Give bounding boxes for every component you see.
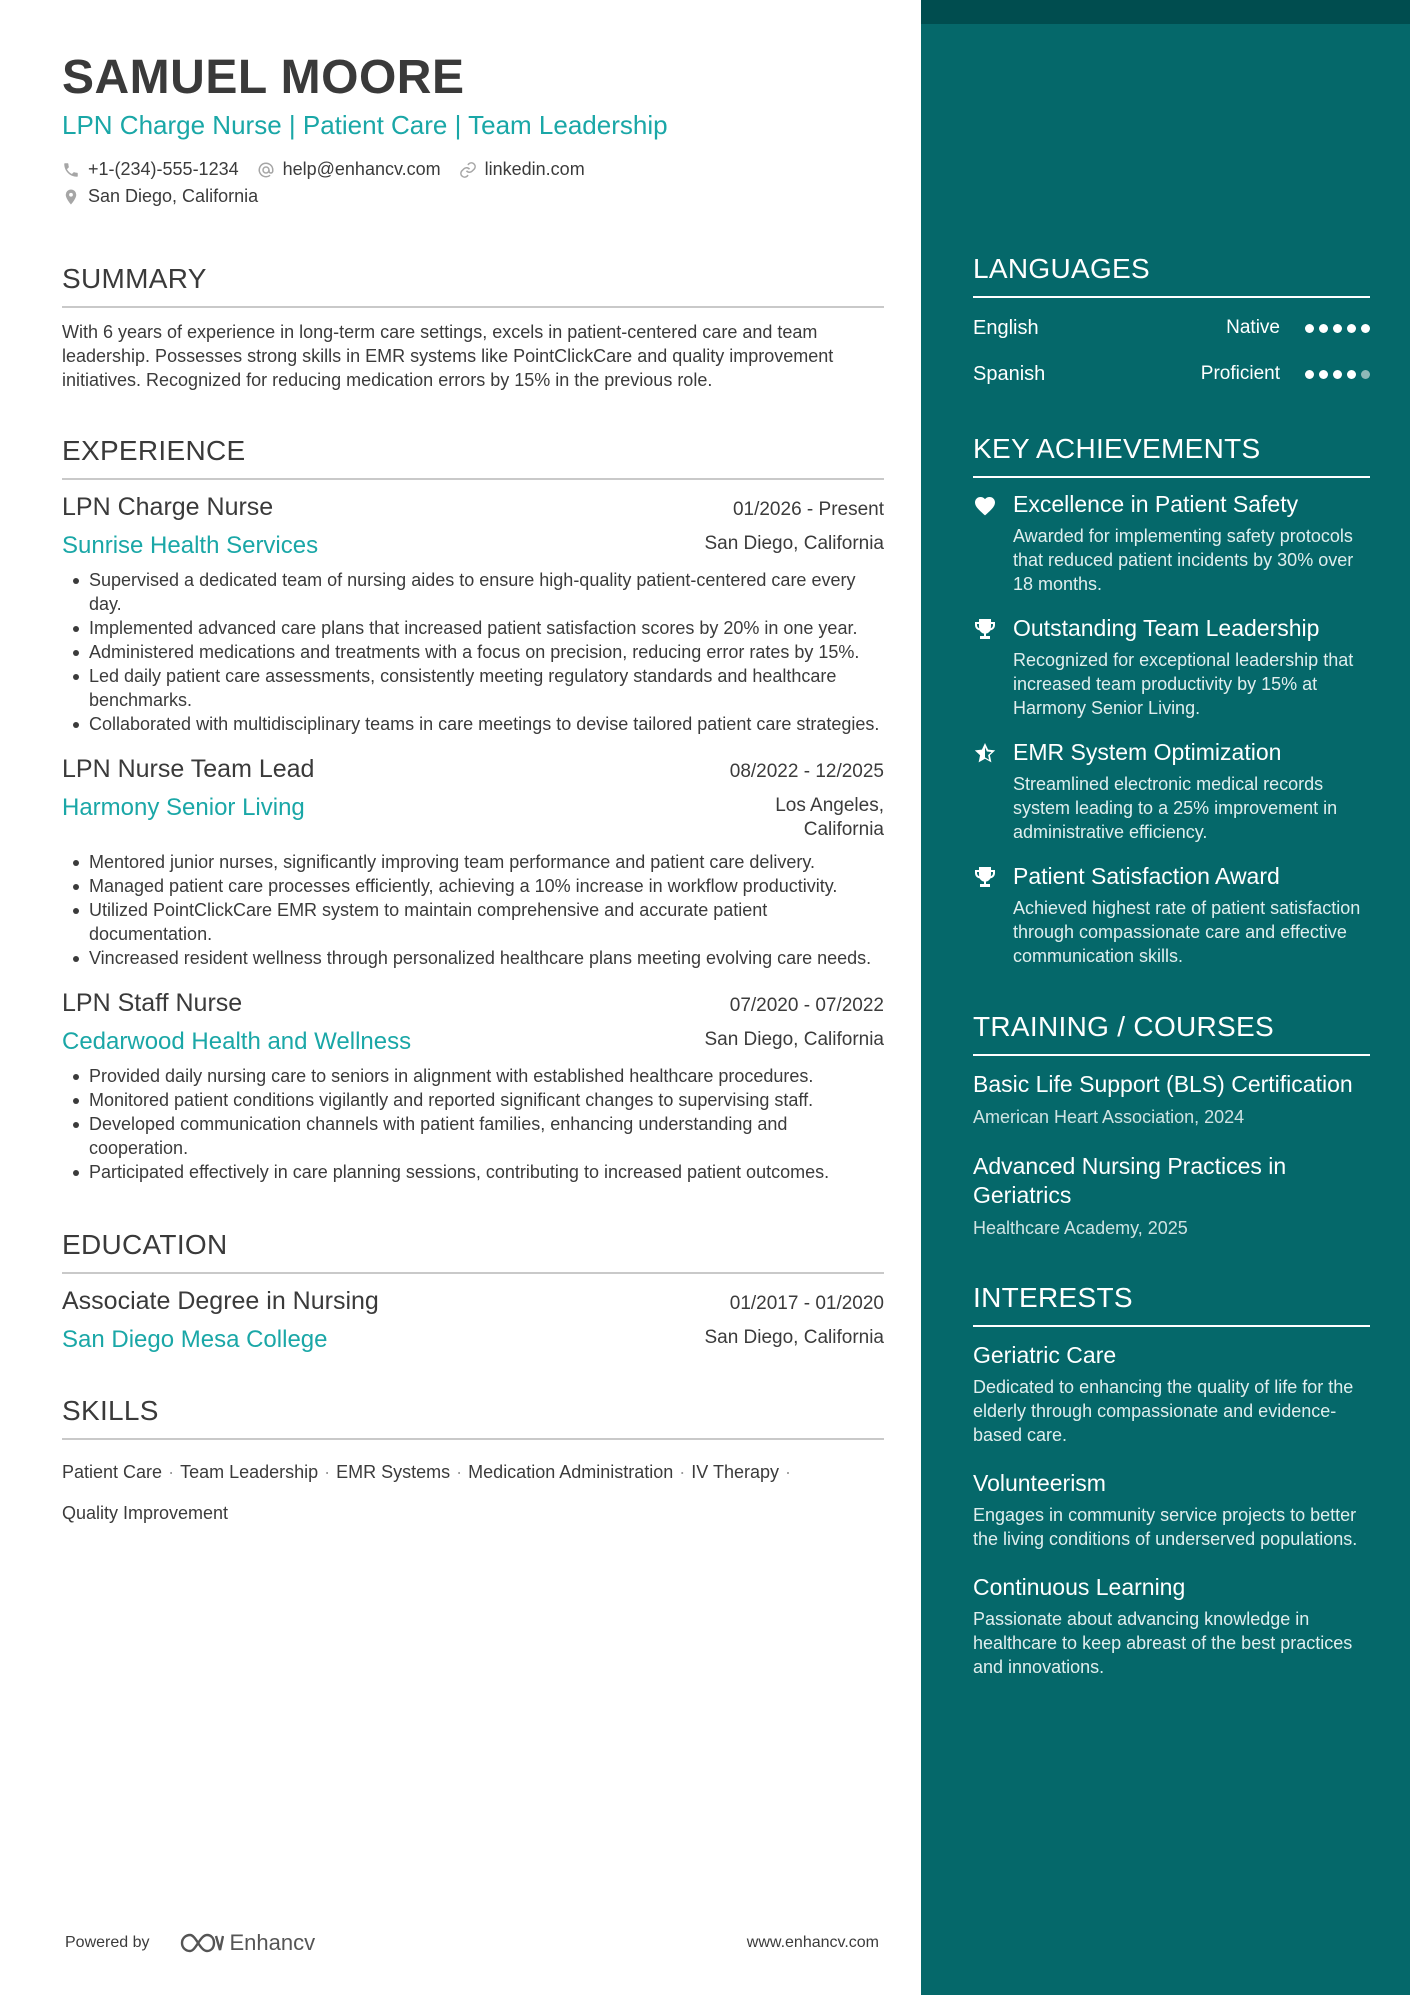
location-pin-icon <box>62 188 80 206</box>
enhancv-logo[interactable] <box>178 1930 316 1956</box>
link-icon <box>459 161 477 179</box>
email-text: help@enhancv.com <box>282 159 441 179</box>
powered-by-label: Powered by <box>65 1934 150 1951</box>
bullet-item: Administered medications and treatments with a focus on precision, reducing error rates by 15%. <box>62 640 884 664</box>
skills-section <box>62 1394 884 1534</box>
rating-dot-filled <box>1319 324 1328 333</box>
achievement-item <box>973 862 1370 968</box>
skill-item: EMR Systems <box>336 1462 451 1482</box>
language-name: Spanish <box>973 362 1046 385</box>
job-location: San Diego, California <box>704 1029 884 1050</box>
job-entry <box>62 988 884 1184</box>
skill-item: Team Leadership <box>180 1462 319 1482</box>
interest-desc: Dedicated to enhancing the quality of life for the elderly through compassionate and evidence-based care. <box>973 1377 1354 1445</box>
training-section <box>973 1010 1370 1239</box>
job-entry <box>62 492 884 736</box>
achievement-title: EMR System Optimization <box>1013 739 1282 765</box>
education-entry <box>62 1286 884 1354</box>
skill-item: Patient Care <box>62 1462 163 1482</box>
job-date: 01/2026 - Present <box>732 499 884 520</box>
main-column <box>62 52 884 1534</box>
at-icon <box>257 161 275 179</box>
interest-title: Volunteerism <box>973 1470 1106 1496</box>
course-item <box>973 1070 1370 1128</box>
phone-icon <box>62 161 80 179</box>
interest-item <box>973 1573 1370 1679</box>
language-level: Native <box>1226 317 1280 338</box>
summary-title: SUMMARY <box>62 262 884 308</box>
linkedin-contact[interactable] <box>459 156 585 183</box>
course-item <box>973 1152 1370 1239</box>
rating-dot-filled <box>1333 370 1342 379</box>
language-name: English <box>973 316 1039 339</box>
rating-dot-filled <box>1305 324 1314 333</box>
course-title: Advanced Nursing Practices in Geriatrics <box>973 1153 1287 1208</box>
bullet-item: Collaborated with multidisciplinary teams in care meetings to devise tailored patient care strategies. <box>62 712 884 736</box>
training-title: TRAINING / COURSES <box>973 1010 1370 1056</box>
skill-separator: · <box>679 1462 686 1482</box>
job-bullets <box>62 568 884 736</box>
achievements-section <box>973 432 1370 968</box>
experience-title: EXPERIENCE <box>62 434 884 480</box>
bullet-item: Utilized PointClickCare EMR system to maintain comprehensive and accurate patient documentation. <box>62 898 884 946</box>
location-contact <box>62 183 258 210</box>
footer-url[interactable]: www.enhancv.com <box>746 1934 879 1951</box>
trophy-icon <box>973 618 997 640</box>
bullet-item: Implemented advanced care plans that increased patient satisfaction scores by 20% in one year. <box>62 616 884 640</box>
interest-item <box>973 1341 1370 1447</box>
bullet-item: Developed communication channels with patient families, enhancing understanding and cooperation. <box>62 1112 884 1160</box>
interests-title: INTERESTS <box>973 1281 1370 1327</box>
phone-text: +1-(234)-555-1234 <box>88 159 239 179</box>
skill-item: Medication Administration <box>468 1462 674 1482</box>
candidate-name: SAMUEL MOORE <box>62 51 465 104</box>
trophy-icon <box>973 866 997 888</box>
interest-title: Continuous Learning <box>973 1574 1186 1600</box>
job-bullets <box>62 1064 884 1184</box>
achievement-title: Patient Satisfaction Award <box>1013 863 1280 889</box>
sidebar-content <box>973 252 1370 1679</box>
job-date: 07/2020 - 07/2022 <box>729 995 884 1016</box>
rating-dot-filled <box>1361 324 1370 333</box>
degree-title: Associate Degree in Nursing <box>62 1287 379 1315</box>
skill-item: Quality Improvement <box>62 1503 229 1523</box>
rating-dot-empty <box>1361 370 1370 379</box>
brand-name: Enhancv <box>229 1930 316 1955</box>
language-level: Proficient <box>1200 363 1280 384</box>
rating-dot-filled <box>1333 324 1342 333</box>
sidebar-top-band <box>921 0 1410 24</box>
languages-title: LANGUAGES <box>973 252 1370 298</box>
language-rating <box>1300 370 1370 379</box>
experience-section <box>62 434 884 1184</box>
bullet-item: Led daily patient care assessments, consistently meeting regulatory standards and healthcare benchmarks. <box>62 664 884 712</box>
job-company: Sunrise Health Services <box>62 532 319 559</box>
achievement-item <box>973 738 1370 844</box>
interest-desc: Engages in community service projects to better the living conditions of underserved populations. <box>973 1505 1358 1549</box>
skills-list <box>62 1452 884 1534</box>
job-company: Cedarwood Health and Wellness <box>62 1028 412 1055</box>
bullet-item: Vincreased resident wellness through personalized healthcare plans meeting evolving care needs. <box>62 946 884 970</box>
headline: LPN Charge Nurse | Patient Care | Team Leadership <box>62 110 668 140</box>
rating-dot-filled <box>1319 370 1328 379</box>
bullet-item: Participated effectively in care planning sessions, contributing to increased patient outcomes. <box>62 1160 884 1184</box>
footer <box>65 1930 879 1956</box>
enhancv-logo-icon <box>178 1930 224 1956</box>
job-company: Harmony Senior Living <box>62 794 305 821</box>
achievement-title: Outstanding Team Leadership <box>1013 615 1320 641</box>
language-row <box>973 358 1370 390</box>
achievement-desc: Recognized for exceptional leadership that increased team productivity by 15% at Harmony Senior Living. <box>1013 650 1354 718</box>
achievement-desc: Awarded for implementing safety protocols that reduced patient incidents by 30% over 18 months. <box>1013 526 1354 594</box>
school-location: San Diego, California <box>704 1327 884 1348</box>
rating-dot-filled <box>1347 370 1356 379</box>
summary-section <box>62 262 884 392</box>
skill-separator: · <box>785 1462 791 1482</box>
interest-desc: Passionate about advancing knowledge in healthcare to keep abreast of the best practices and innovations. <box>973 1609 1353 1677</box>
job-entry <box>62 754 884 970</box>
job-bullets <box>62 850 884 970</box>
interest-item <box>973 1469 1370 1551</box>
achievement-item <box>973 614 1370 720</box>
achievement-desc: Achieved highest rate of patient satisfaction through compassionate care and effective communication skills. <box>1013 898 1361 966</box>
job-location: Los Angeles, California <box>775 795 884 840</box>
sidebar <box>921 0 1410 1995</box>
contact-info <box>62 156 884 210</box>
rating-dot-filled <box>1305 370 1314 379</box>
achievement-title: Excellence in Patient Safety <box>1013 491 1299 517</box>
bullet-item: Managed patient care processes efficiently, achieving a 10% increase in workflow productivity. <box>62 874 884 898</box>
achievement-item <box>973 490 1370 596</box>
rating-dot-filled <box>1347 324 1356 333</box>
course-provider: Healthcare Academy, 2025 <box>973 1218 1188 1238</box>
job-title: LPN Staff Nurse <box>62 989 243 1017</box>
languages-section <box>973 252 1370 390</box>
language-row <box>973 312 1370 344</box>
email-contact[interactable] <box>257 156 441 183</box>
linkedin-text: linkedin.com <box>484 159 585 179</box>
education-date: 01/2017 - 01/2020 <box>729 1293 884 1314</box>
phone-contact[interactable] <box>62 156 239 183</box>
education-title: EDUCATION <box>62 1228 884 1274</box>
school-name: San Diego Mesa College <box>62 1326 328 1353</box>
job-title: LPN Nurse Team Lead <box>62 755 315 783</box>
skills-title: SKILLS <box>62 1394 884 1440</box>
skill-separator: · <box>168 1462 175 1482</box>
bullet-item: Mentored junior nurses, significantly improving team performance and patient care delivery. <box>62 850 884 874</box>
interests-section <box>973 1281 1370 1679</box>
skill-separator: · <box>324 1462 331 1482</box>
star-icon <box>973 742 997 764</box>
bullet-item: Monitored patient conditions vigilantly and reported significant changes to supervising staff. <box>62 1088 884 1112</box>
job-title: LPN Charge Nurse <box>62 493 274 521</box>
language-rating <box>1300 324 1370 333</box>
skill-separator: · <box>456 1462 463 1482</box>
summary-text: With 6 years of experience in long-term care settings, excels in patient-centered care and team leadership. Possesses strong skills in EMR systems like PointClickCare and quality improvement initiatives. Recognized for reducing medication errors by 15% in the previous role. <box>62 322 834 390</box>
course-title: Basic Life Support (BLS) Certification <box>973 1071 1353 1097</box>
education-section <box>62 1228 884 1354</box>
bullet-item: Supervised a dedicated team of nursing aides to ensure high-quality patient-centered care every day. <box>62 568 884 616</box>
interest-title: Geriatric Care <box>973 1342 1117 1368</box>
heart-icon <box>973 494 997 516</box>
location-text: San Diego, California <box>88 186 259 206</box>
achievements-title: KEY ACHIEVEMENTS <box>973 432 1370 478</box>
job-date: 08/2022 - 12/2025 <box>729 761 884 782</box>
job-location: San Diego, California <box>704 533 884 554</box>
skill-item: IV Therapy <box>691 1462 779 1482</box>
course-provider: American Heart Association, 2024 <box>973 1107 1245 1127</box>
achievement-desc: Streamlined electronic medical records system leading to a 25% improvement in administrative efficiency. <box>1013 774 1338 842</box>
bullet-item: Provided daily nursing care to seniors in alignment with established healthcare procedures. <box>62 1064 884 1088</box>
